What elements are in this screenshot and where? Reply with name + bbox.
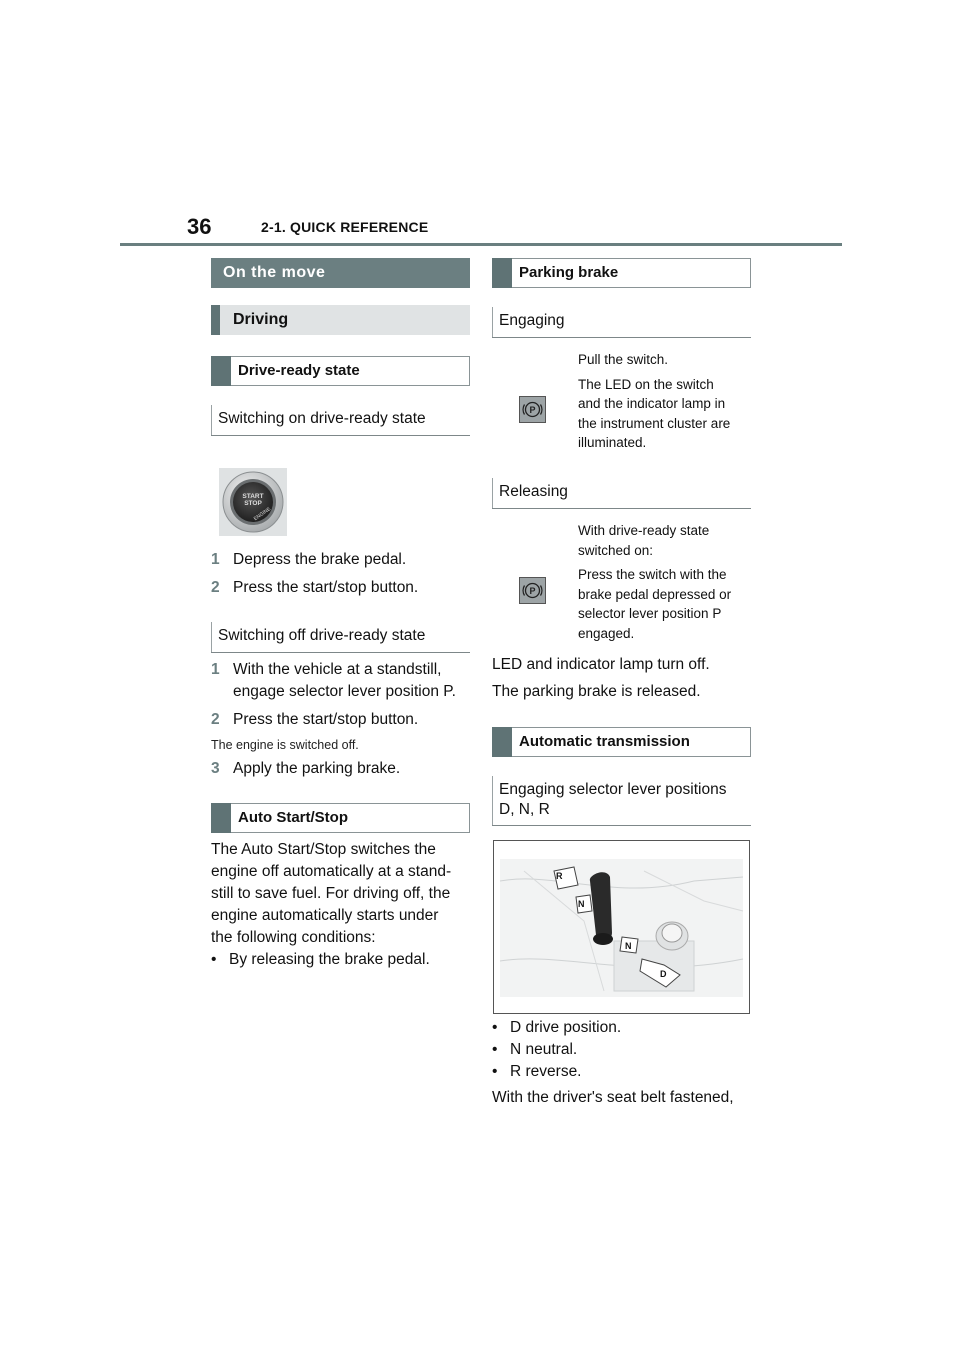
- releasing-instructions: With drive-ready state switched on: Press the switch with the brake pedal depressed or selector lever position P engaged.: [578, 523, 732, 641]
- gear-label-n-lower: N: [625, 941, 632, 951]
- led-turn-off-text: LED and indicator lamp turn off.: [492, 656, 710, 673]
- page-number: 36: [187, 214, 212, 239]
- section-title: 2-1. QUICK REFERENCE: [261, 219, 429, 235]
- gear-label-d: D: [660, 969, 667, 979]
- subheading-switching-off: Switching off drive-ready state: [211, 622, 470, 653]
- heading-auto-start-stop: Auto Start/Stop: [211, 803, 470, 833]
- bullet-neutral: • N neutral.: [492, 1039, 621, 1061]
- subheading-switching-on: Switching on drive-ready state: [211, 405, 470, 436]
- step-off-2: 2 Press the start/stop button.: [211, 711, 419, 728]
- band-driving: Driving: [211, 305, 470, 335]
- auto-start-stop-description: The Auto Start/Stop switches the engine off automatically at a stand- still to save fuel. For driving off, the engine automatically starts under the following conditions: • By releasing the brake pedal.: [211, 839, 451, 971]
- subheading-engaging: Engaging: [492, 307, 751, 338]
- step-on-2: 2 Press the start/stop button.: [211, 579, 419, 596]
- gear-label-r: R: [556, 871, 563, 881]
- gear-position-list: [492, 1017, 621, 1083]
- parking-brake-icon: [519, 396, 546, 423]
- subheading-engaging-positions: Engaging selector lever positions D, N, R: [492, 776, 751, 826]
- seat-belt-text: With the driver's seat belt fastened,: [492, 1089, 734, 1106]
- bullet-drive: • D drive position.: [492, 1017, 621, 1039]
- gear-label-n-upper: N: [578, 899, 585, 909]
- heading-parking-brake: Parking brake: [492, 258, 751, 288]
- subheading-releasing: Releasing: [492, 478, 751, 509]
- button-label-engine: ENGINE: [252, 506, 272, 523]
- engaging-instructions: Pull the switch. The LED on the switch and the indicator lamp in the instrument cluster are illuminated.: [578, 352, 731, 450]
- button-label-stop: STOP: [244, 500, 262, 507]
- step-off-3: 3 Apply the parking brake.: [211, 760, 401, 777]
- step-on-1: 1 Depress the brake pedal.: [211, 551, 407, 568]
- heading-automatic-transmission: Automatic transmission: [492, 727, 751, 757]
- header-divider: [120, 243, 842, 246]
- note-engine-off: The engine is switched off.: [211, 738, 359, 752]
- step-off-1: 1 With the vehicle at a standstill, engage selector lever position P.: [211, 661, 456, 700]
- parking-brake-symbol-icon: [520, 397, 545, 422]
- gear-selector-illustration: [493, 840, 750, 1014]
- svg-text:P: P: [529, 586, 536, 596]
- band-on-the-move: On the move: [211, 258, 470, 288]
- button-label-start: START: [242, 493, 264, 500]
- parking-brake-symbol-icon: [520, 578, 545, 603]
- start-stop-button-image: [219, 468, 287, 536]
- parking-brake-icon-release: [519, 577, 546, 604]
- start-stop-button-icon: [219, 468, 287, 536]
- bullet-brake-pedal: • By releasing the brake pedal.: [211, 949, 451, 971]
- brake-released-text: The parking brake is released.: [492, 683, 701, 700]
- gear-selector-drawing: [494, 841, 749, 1013]
- heading-drive-ready-state: Drive-ready state: [211, 356, 470, 386]
- bullet-reverse: • R reverse.: [492, 1061, 621, 1083]
- svg-text:P: P: [529, 405, 536, 415]
